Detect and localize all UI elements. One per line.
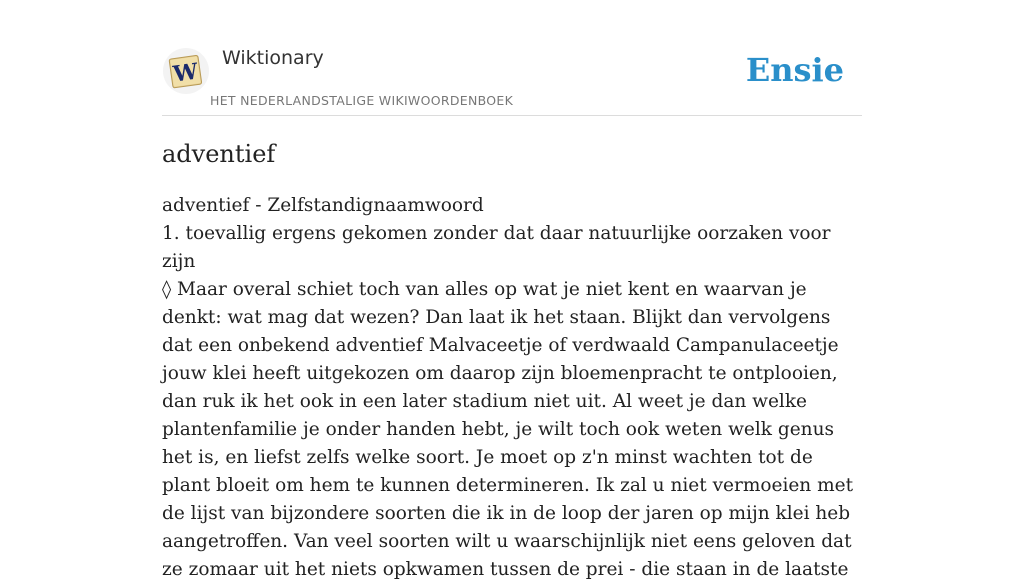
site-tagline: HET NEDERLANDSTALIGE WIKIWOORDENBOEK [210,93,514,108]
ensie-brand-logo[interactable]: Ensie [745,51,844,89]
svg-text:W: W [171,58,200,88]
entry-example: ◊ Maar overal schiet toch van alles op wat je niet kent en waarvan je denkt: wat mag dat wezen? Dan laat ik het staan. Blijkt dan vervolgens dat een onbekend adventief Malvaceetje of verdwaald Campanulaceetje jouw klei heeft uitgekozen om daarop zijn bloemenpracht te ontplooien, dan ruk ik het ook in een later stadium niet uit. Al weet je dan welke plantenfamilie je onder handen hebt, je wilt toch ook weten welk genus het is, en liefst zelfs welke soort. Je moet op z'n minst wachten tot de plant bloeit om hem te kunnen determineren. Ik zal u niet vermoeien met de lijst van bijzondere soorten die ik in de loop der jaren op mijn klei heb aangetroffen. Van veel soorten wilt u waarschijnlijk niet eens geloven dat ze zomaar uit het niets opkwamen tussen de prei - die staan in de laatste [162,279,854,580]
entry-heading: adventief - Zelfstandignaamwoord [162,195,484,216]
site-header [162,44,862,116]
entry-content [162,192,862,584]
site-name[interactable]: Wiktionary [222,47,324,69]
page-title: adventief [162,140,276,168]
entry-definition: 1. toevallig ergens gekomen zonder dat daar natuurlijke oorzaken voor zijn [162,223,831,272]
wiktionary-logo-icon[interactable] [162,47,210,95]
